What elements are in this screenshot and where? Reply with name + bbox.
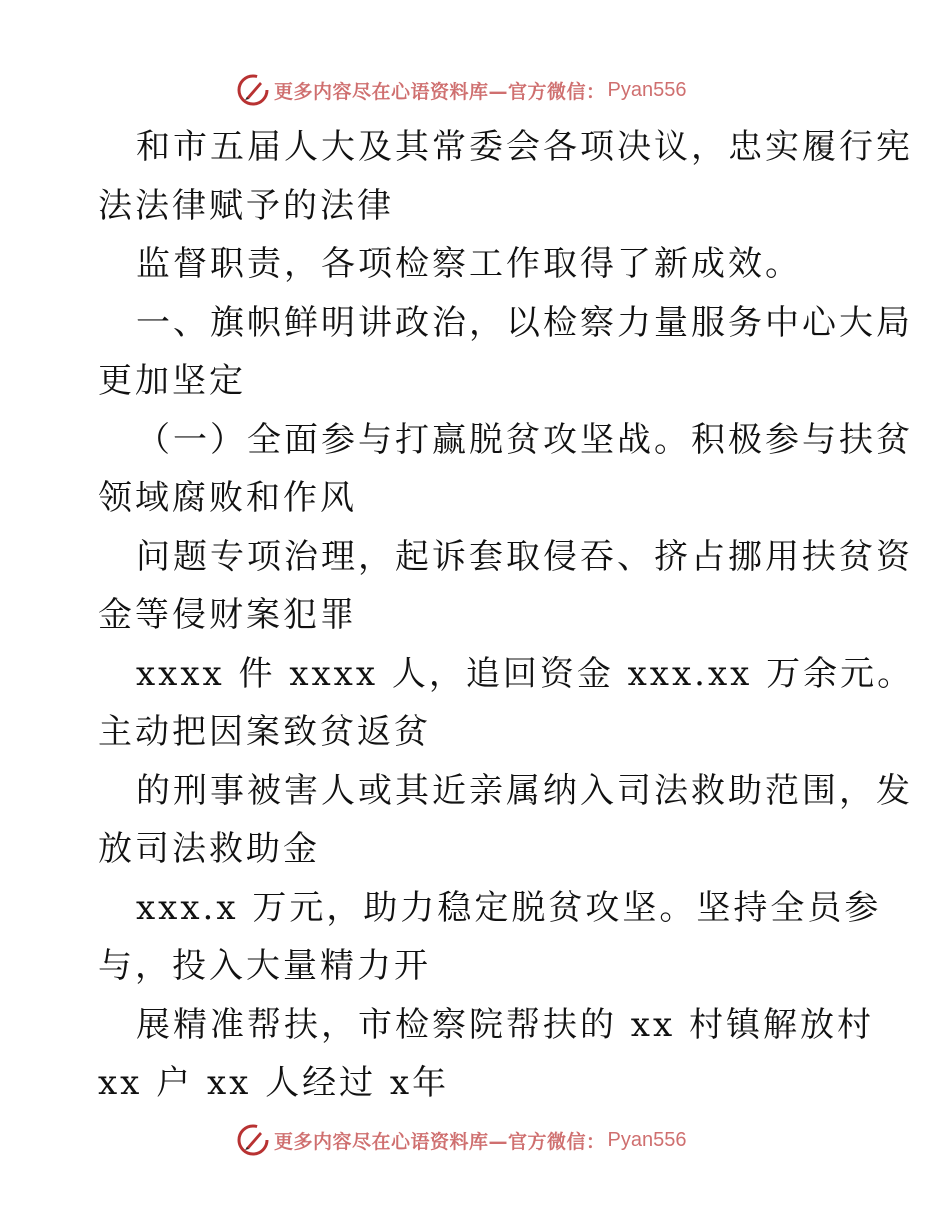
section-heading: 一、旗帜鲜明讲政治，以检察力量服务中心大局 bbox=[136, 302, 913, 343]
body-line: 主动把因案致贫返贫 bbox=[98, 712, 431, 752]
watermark-header bbox=[236, 72, 686, 108]
body-line: 监督职责，各项检察工作取得了新成效。 bbox=[136, 244, 802, 284]
watermark-text: 更多内容尽在心语资料库—官方微信： bbox=[274, 80, 606, 103]
body-line: xxx.x 万元，助力稳定脱贫攻坚。坚持全员参 bbox=[136, 887, 882, 928]
section-heading-cont: 更加坚定 bbox=[98, 361, 246, 401]
document-body bbox=[98, 118, 915, 1113]
quill-logo-icon bbox=[236, 1123, 270, 1157]
body-line: 展精准帮扶，市检察院帮扶的 xx 村镇解放村 bbox=[136, 1004, 874, 1045]
watermark-footer bbox=[236, 1122, 686, 1158]
watermark-wechat-id: Pyan556 bbox=[607, 1128, 687, 1151]
body-line: 与，投入大量精力开 bbox=[98, 946, 431, 986]
quill-logo-icon bbox=[236, 73, 270, 107]
watermark-text: 更多内容尽在心语资料库—官方微信： bbox=[274, 1130, 606, 1153]
watermark-wechat-id: Pyan556 bbox=[607, 78, 687, 101]
body-line: 的刑事被害人或其近亲属纳入司法救助范围，发 bbox=[136, 770, 913, 811]
body-line: 问题专项治理，起诉套取侵吞、挤占挪用扶贫资 bbox=[136, 536, 913, 577]
body-line: 领域腐败和作风 bbox=[98, 478, 357, 518]
body-line: 法法律赋予的法律 bbox=[98, 185, 394, 226]
subsection-heading: （一）全面参与打赢脱贫攻坚战。积极参与扶贫 bbox=[136, 419, 913, 460]
body-line: 放司法救助金 bbox=[98, 829, 320, 869]
body-line: xxxx 件 xxxx 人，追回资金 xxx.xx 万余元。 bbox=[136, 653, 915, 694]
body-line: 和市五届人大及其常委会各项决议，忠实履行宪 bbox=[136, 127, 913, 167]
body-line: xx 户 xx 人经过 x年 bbox=[98, 1063, 450, 1103]
body-line: 金等侵财案犯罪 bbox=[98, 595, 357, 635]
